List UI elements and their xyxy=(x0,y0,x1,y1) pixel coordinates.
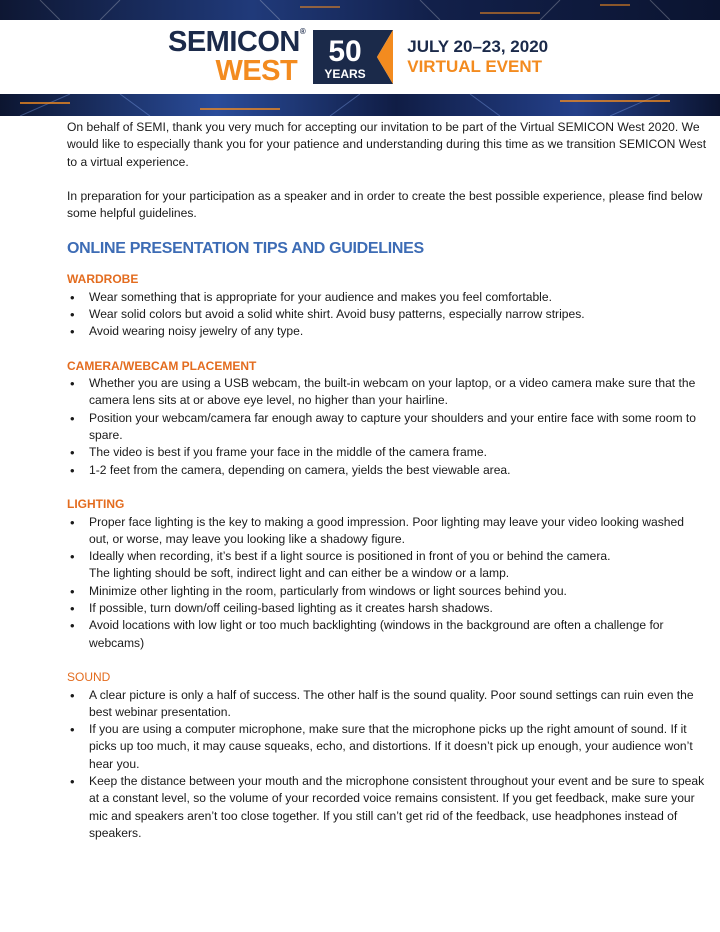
list-item: • Minimize other lighting in the room, particularly from windows or light sources behind you. xyxy=(67,583,707,600)
list-item: • If possible, turn down/off ceiling-based lighting as it creates harsh shadows. xyxy=(67,600,707,617)
wardrobe-list xyxy=(67,289,707,341)
logo-semicon: SEMICON® xyxy=(168,26,306,58)
list-item: • Wear something that is appropriate for your audience and makes you feel comfortable. xyxy=(67,289,707,306)
list-item: • Wear solid colors but avoid a solid white shirt. Avoid busy patterns, especially narrow stripes. xyxy=(67,306,707,323)
list-item-line: Ideally when recording, it’s best if a light source is positioned in front of you or behind the camera. xyxy=(89,549,611,564)
event-type: VIRTUAL EVENT xyxy=(407,57,543,76)
camera-list xyxy=(67,375,707,479)
badge-years: YEARS xyxy=(324,67,366,81)
header-banner xyxy=(0,0,720,116)
list-item: • Position your webcam/camera far enough away to capture your shoulders and your entire face with some room to spare. xyxy=(67,410,707,445)
lighting-list xyxy=(67,514,707,652)
list-item: • Proper face lighting is the key to making a good impression. Poor lighting may leave your video looking washed out, or worse, may leave you looking like a shadowy figure. xyxy=(67,514,707,549)
banner-bottom-graphic xyxy=(0,94,720,116)
list-item: • 1-2 feet from the camera, depending on camera, yields the best viewable area. xyxy=(67,462,707,479)
banner-top-graphic xyxy=(0,0,720,20)
list-item-line: The lighting should be soft, indirect light and can either be a window or a lamp. xyxy=(89,566,510,581)
fifty-years-badge xyxy=(313,30,393,84)
camera-heading: CAMERA/WEBCAM PLACEMENT xyxy=(67,358,257,373)
document-body xyxy=(67,119,707,859)
list-item: • Keep the distance between your mouth and the microphone consistent throughout your event and be sure to speak at a constant level, so the volume of your recorded voice remains consistent. If you get feedback, make sure your mic and speakers aren’t too close together. If you still can’t get rid of the feedback, use headphones instead of speakers. xyxy=(67,773,707,842)
list-item: • A clear picture is only a half of success. The other half is the sound quality. Poor sound settings can ruin even the best webinar presentation. xyxy=(67,687,707,722)
sound-heading: SOUND xyxy=(67,670,111,685)
intro-paragraph-1: On behalf of SEMI, thank you very much for accepting our invitation to be part of the Virtual SEMICON West 2020. We would like to especially thank you for your patience and understanding during this time as we transition SEMICON West to a virtual experience. xyxy=(67,120,707,169)
list-item: • Avoid locations with low light or too much backlighting (windows in the background are often a challenge for webcams) xyxy=(67,617,707,652)
list-item: • If you are using a computer microphone, make sure that the microphone picks up the right amount of sound. If it picks up too much, it may cause squeaks, echo, and distortions. If it doesn’t pick up enough, your audience won’t hear you. xyxy=(67,721,707,773)
section-title: ONLINE PRESENTATION TIPS AND GUIDELINES xyxy=(67,240,424,258)
semicon-west-logo xyxy=(168,28,548,86)
logo-west: WEST xyxy=(215,55,298,87)
badge-number: 50 xyxy=(328,35,362,68)
list-item xyxy=(67,548,707,583)
intro-paragraph-2: In preparation for your participation as a speaker and in order to create the best possible experience, please find below some helpful guidelines. xyxy=(67,189,703,221)
lighting-heading: LIGHTING xyxy=(67,497,125,512)
logo-wordmark xyxy=(168,28,305,86)
sound-list xyxy=(67,687,707,843)
event-date: JULY 20–23, 2020 xyxy=(407,37,549,57)
event-info xyxy=(407,37,548,76)
list-item: • Avoid wearing noisy jewelry of any type. xyxy=(67,323,707,340)
wardrobe-heading: WARDROBE xyxy=(67,272,139,287)
list-item: • Whether you are using a USB webcam, the built-in webcam on your laptop, or a video camera make sure that the camera lens sits at or above eye level, no higher than your hairline. xyxy=(67,375,707,410)
list-item: • The video is best if you frame your face in the middle of the camera frame. xyxy=(67,444,707,461)
